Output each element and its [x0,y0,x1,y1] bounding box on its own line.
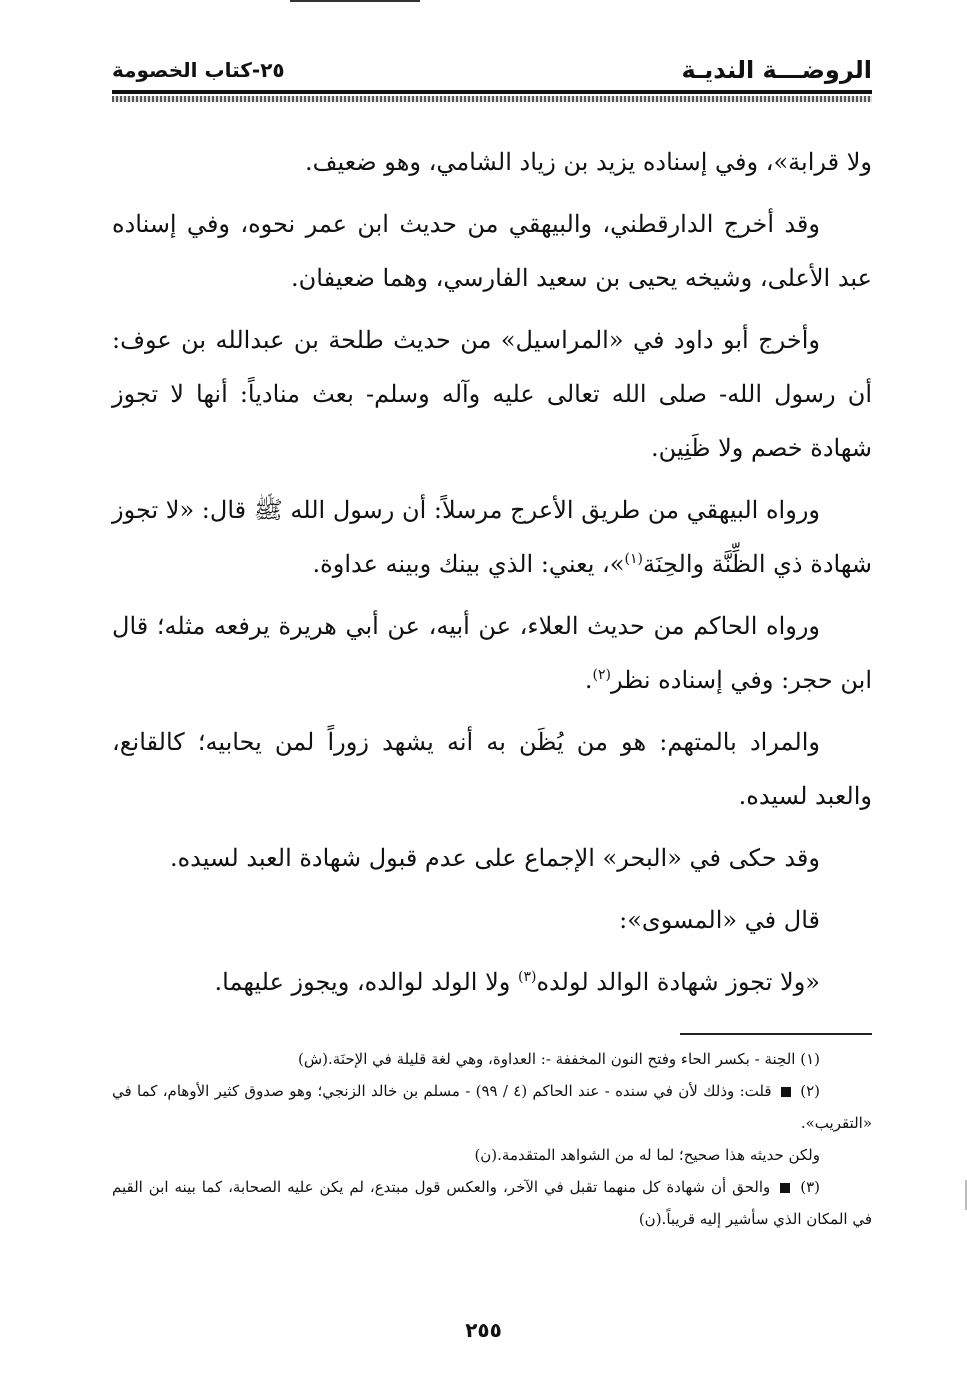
paragraph: قال في «المسوى»: [619,906,820,934]
paragraph: «ولا تجوز شهادة الوالد لولده$^{(٣)}$ ولا الولد لوالده، ويجوز عليهما. [214,968,820,996]
footnote-2-continuation: ولكن حديثه هذا صحيح؛ لما له من الشواهد المتقدمة.(ن) [474,1146,820,1164]
main-text [112,135,872,1017]
paragraph: وأخرج أبو داود في «المراسيل» من حديث طلحة بن عبدالله بن عوف: أن رسول الله- صلى الله تعالى عليه وآله وسلم- بعث منادياً: أنها لا تجوز شهادة خصم ولا ظَنِين. [112,326,872,462]
header-hatch-rule [112,96,872,102]
footnote-separator [680,1033,872,1035]
paragraph: ولا قرابة»، وفي إسناده يزيد بن زياد الشامي، وهو ضعيف. [305,148,872,176]
footnote-ref: (١) [624,551,643,567]
book-title: الروضـــة النديـة [681,56,872,84]
footnotes [112,1043,872,1235]
footnote-3: (٣) والحق أن شهادة كل منهما تقبل في الآخر، والعكس قول مبتدع، لم يكن عليه الصحابة، كما بينه ابن القيم في المكان الذي سأشير إليه قريباً.(ن) [112,1178,872,1228]
footnote-2: (٢) قلت: وذلك لأن في سنده - عند الحاكم (٤ / ٩٩) - مسلم بن خالد الزنجي؛ وهو صدوق كثير الأوهام، كما في «التقريب». [112,1082,872,1132]
footnote-ref: (٢) [592,667,611,683]
square-marker-icon [781,1087,791,1097]
paragraph: والمراد بالمتهم: هو من يُظَن به أنه يشهد زوراً لمن يحابيه؛ كالقانع، والعبد لسيده. [112,728,872,810]
paragraph: وقد أخرج الدارقطني، والبيهقي من حديث ابن عمر نحوه، وفي إسناده عبد الأعلى، وشيخه يحيى بن سعيد الفارسي، وهما ضعيفان. [112,210,872,292]
footnote-1: (١) الحِنة - بكسر الحاء وفتح النون المخففة -: العداوة، وهي لغة قليلة في الإحنَة.(ش) [298,1050,820,1068]
top-edge-line [290,0,420,2]
header-rule [112,90,872,94]
square-marker-icon [780,1183,790,1193]
paragraph: ورواه البيهقي من طريق الأعرج مرسلاً: أن رسول الله ﷺ قال: «لا تجوز شهادة ذي الظِّنَّة والحِنَة$^{(١)}$»، يعني: الذي بينك وبينه عداوة. [112,496,872,578]
page-number: ٢٥٥ [465,1318,502,1342]
paragraph: ورواه الحاكم من حديث العلاء، عن أبيه، عن أبي هريرة يرفعه مثله؛ قال ابن حجر: وفي إسناده نظر$^{(٢)}$. [112,612,872,694]
footnote-ref: (٣) [517,969,537,985]
paragraph: وقد حكى في «البحر» الإجماع على عدم قبول شهادة العبد لسيده. [169,844,820,872]
chapter-title: ٢٥-كتاب الخصومة [112,58,285,82]
running-header [112,52,872,88]
